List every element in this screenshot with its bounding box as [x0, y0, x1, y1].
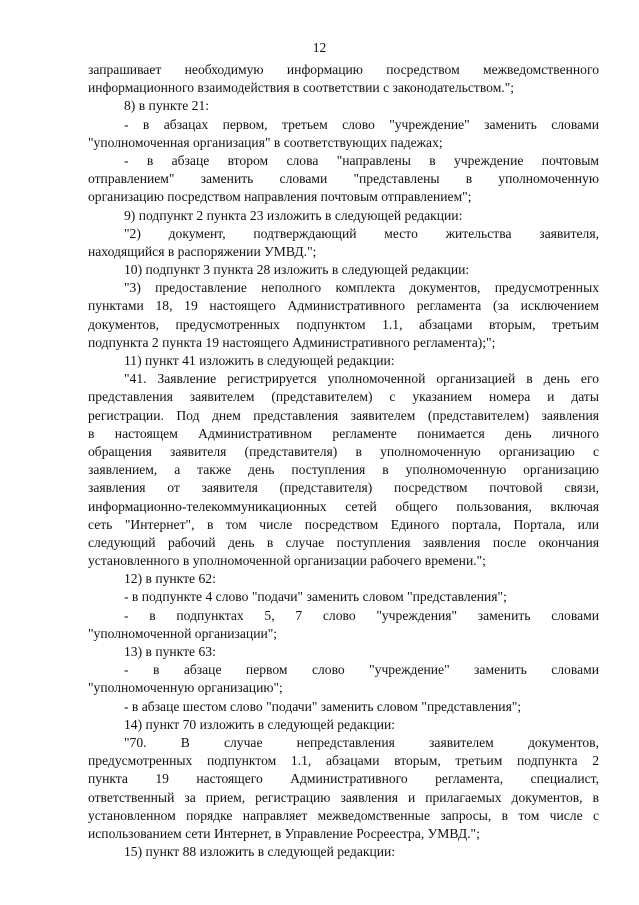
- text-line: 13) в пункте 63:: [124, 644, 216, 659]
- text-line: "уполномоченную организацию";: [88, 680, 283, 696]
- document-body: [88, 61, 599, 861]
- text-line: следующий рабочий день в случае поступления заявления после окончания: [88, 534, 599, 550]
- page-number: 12: [312, 40, 327, 55]
- text-line: 14) пункт 70 изложить в следующей редакции:: [124, 716, 396, 732]
- text-line: документов, предусмотренных подпунктом 1.1, абзацами вторым, третьим: [88, 316, 599, 332]
- text-line: пункта 19 настоящего Административного регламента, специалист,: [88, 771, 599, 787]
- text-line: информационного взаимодействия в соответствии с законодательством.";: [88, 80, 515, 96]
- text-line: находящийся в распоряжении УМВД.";: [88, 243, 317, 259]
- text-line: запрашивает необходимую информацию посредством межведомственного: [88, 62, 599, 77]
- text-line: 12) в пункте 62:: [124, 571, 216, 587]
- text-line: подпункта 2 пункта 19 настоящего Административного регламента);";: [88, 334, 496, 350]
- text-line: организацию посредством направления почтовым отправлением";: [88, 189, 472, 205]
- text-line: - в абзаце первом слово "учреждение" заменить словами: [124, 662, 599, 678]
- text-line: заявлением, а также день поступления в уполномоченную организацию: [88, 462, 599, 478]
- text-line: ответственный за прием, регистрацию заявления и прилагаемых документов, в: [88, 789, 599, 805]
- text-line: 15) пункт 88 изложить в следующей редакции:: [124, 844, 396, 860]
- text-line: 10) подпункт 3 пункта 28 изложить в следующей редакции:: [124, 262, 470, 278]
- text-line: "уполномоченной организации";: [88, 625, 278, 641]
- text-line: информационно-телекоммуникационных сетей общего пользования, включая: [88, 498, 599, 514]
- text-line: представления заявителем (представителем) с указанием номера и даты: [88, 389, 599, 405]
- text-line: 9) подпункт 2 пункта 23 изложить в следующей редакции:: [124, 207, 463, 223]
- text-line: "41. Заявление регистрируется уполномоченной организацией в день его: [124, 371, 599, 387]
- text-line: использованием сети Интернет, в Управление Росреестра, УМВД.";: [88, 825, 480, 841]
- text-line: "3) предоставление неполного комплекта документов, предусмотренных: [124, 280, 599, 296]
- text-line: "70. В случае непредставления заявителем документов,: [124, 734, 599, 750]
- text-line: заявления от заявителя (представителя) посредством почтовой связи,: [88, 480, 599, 496]
- text-line: предусмотренных подпунктом 1.1, абзацами вторым, третьим подпункта 2: [88, 753, 599, 769]
- text-line: регистрации. Под днем представления заявителем (представителем) заявления: [88, 407, 599, 423]
- text-line: - в абзаце шестом слово "подачи" заменить словом "представления";: [124, 698, 522, 714]
- text-line: обращения заявителя (представителя) в уполномоченную организацию с: [88, 443, 599, 459]
- text-line: отправлением" заменить словами "представлены в уполномоченную: [88, 171, 599, 187]
- text-line: "уполномоченная организация" в соответствующих падежах;: [88, 134, 443, 150]
- text-line: 8) в пункте 21:: [124, 98, 210, 114]
- text-line: сеть "Интернет", в том числе посредством Единого портала, Портала, или: [88, 516, 599, 532]
- text-line: - в подпунктах 5, 7 слово "учреждения" заменить словами: [124, 607, 599, 623]
- text-line: установленного в уполномоченной организации рабочего времени.";: [88, 553, 486, 569]
- text-line: "2) документ, подтверждающий место жительства заявителя,: [124, 225, 599, 241]
- text-line: в настоящем Административном регламенте понимается день личного: [88, 425, 599, 441]
- text-line: - в абзаце втором слова "направлены в учреждение почтовым: [124, 152, 599, 168]
- text-line: - в подпункте 4 слово "подачи" заменить словом "представления";: [124, 589, 507, 605]
- text-line: установленном порядке направляет межведомственные запросы, в том числе с: [88, 807, 599, 823]
- text-line: 11) пункт 41 изложить в следующей редакции:: [124, 353, 395, 368]
- text-line: пунктами 18, 19 настоящего Административного регламента (за исключением: [88, 298, 599, 314]
- text-line: - в абзацах первом, третьем слово "учреждение" заменить словами: [124, 116, 599, 132]
